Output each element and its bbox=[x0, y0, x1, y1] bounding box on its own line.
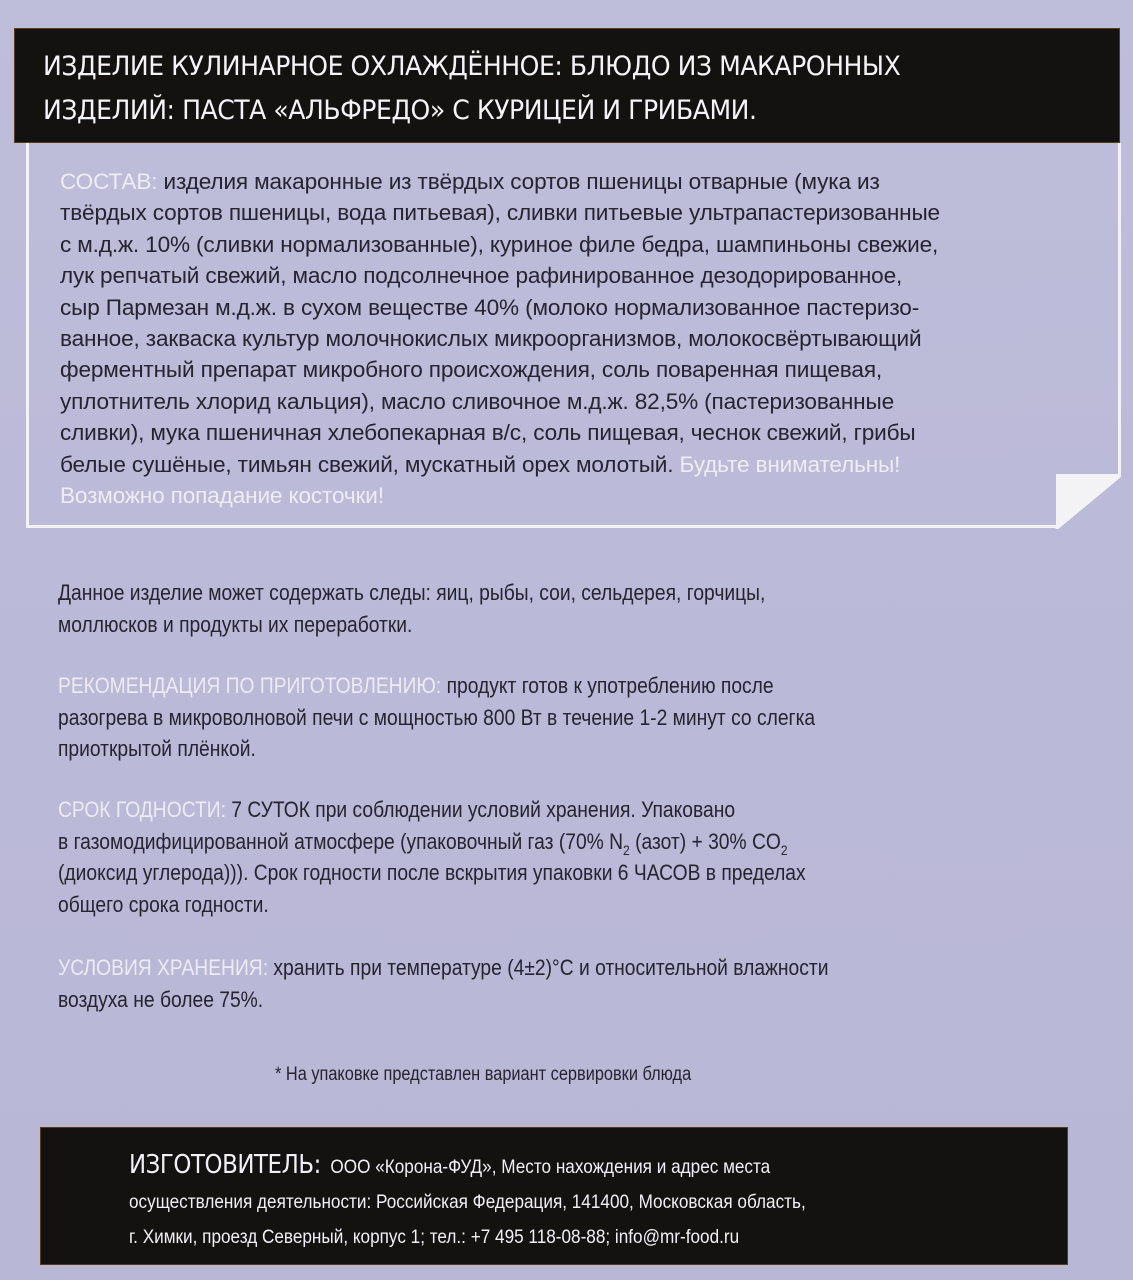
manufacturer-text: ООО «Корона-ФУД», Место нахождения и адрес места bbox=[330, 1156, 771, 1178]
manufacturer-line-2: осуществления деятельности: Российская Федерация, 141400, Московская область, bbox=[129, 1191, 806, 1213]
composition-line: сливки), мука пшеничная хлебопекарная в/с, соль пищевая, чеснок свежий, грибы bbox=[60, 420, 916, 446]
preparation-section bbox=[58, 670, 970, 765]
subscript: 2 bbox=[623, 841, 630, 858]
product-title-line-2: ИЗДЕЛИЙ: ПАСТА «АЛЬФРЕДО» С КУРИЦЕЙ И ГРИБАМИ. bbox=[43, 95, 757, 126]
composition-line: ферментный препарат микробного происхождения, соль поваренная пищевая, bbox=[60, 357, 883, 383]
composition-line bbox=[60, 449, 1110, 480]
composition-section bbox=[60, 166, 1110, 511]
shelf-life-text: в газомодифицированной атмосфере (упаковочный газ (70% N bbox=[58, 828, 624, 854]
manufacturer-section bbox=[129, 1148, 806, 1255]
warning-text-line-2: Возможно попадание косточки! bbox=[60, 483, 384, 509]
composition-line: лук репчатый свежий, масло подсолнечное рафинированное дезодорированное, bbox=[60, 263, 903, 289]
storage-line-2: воздуха не более 75%. bbox=[58, 986, 264, 1012]
composition-text: изделия макаронные из твёрдых сортов пшеницы отварные (мука из bbox=[163, 169, 880, 194]
allergens-line-1: Данное изделие может содержать следы: яиц, рыбы, сои, сельдерея, горчицы, bbox=[58, 580, 766, 605]
subscript: 2 bbox=[780, 841, 788, 858]
preparation-line-2: разогрева в микроволновой печи с мощностью 800 Вт в течение 1-2 минут со слегка bbox=[58, 704, 816, 730]
composition-line: уплотнитель хлорид кальция), масло сливочное м.д.ж. 82,5% (пастеризованные bbox=[60, 388, 894, 414]
footnote: * На упаковке представлен вариант сервировки блюда bbox=[275, 1064, 692, 1085]
storage-text: хранить при температуре (4±2)°С и относительной влажности bbox=[273, 955, 829, 980]
composition-line: сыр Пармезан м.д.ж. в сухом веществе 40% (молоко нормализованное пастеризо- bbox=[60, 294, 920, 320]
shelf-life-line-3: (диоксид углерода))). Срок годности после вскрытия упаковки 6 ЧАСОВ в пределах bbox=[58, 860, 806, 886]
shelf-life-text: (азот) + 30% CO bbox=[629, 828, 781, 854]
manufacturer-line-1 bbox=[129, 1148, 806, 1185]
preparation-label: РЕКОМЕНДАЦИЯ ПО ПРИГОТОВЛЕНИЮ: bbox=[58, 673, 442, 698]
product-title bbox=[43, 45, 1025, 133]
manufacturer-label: ИЗГОТОВИТЕЛЬ: bbox=[129, 1150, 321, 1180]
shelf-life-text: 7 СУТОК при соблюдении условий хранения. Упаковано bbox=[231, 797, 736, 822]
storage-section bbox=[58, 952, 970, 1015]
shelf-life-label: СРОК ГОДНОСТИ: bbox=[58, 797, 226, 822]
warning-text: Будьте внимательны! bbox=[679, 451, 901, 477]
composition-line: с м.д.ж. 10% (сливки нормализованные), куриное филе бедра, шампиньоны свежие, bbox=[60, 231, 939, 257]
composition-line bbox=[60, 166, 1110, 197]
manufacturer-box bbox=[40, 1127, 1068, 1265]
allergens-line-2: моллюсков и продукты их переработки. bbox=[58, 611, 413, 637]
shelf-life-section bbox=[58, 794, 970, 920]
title-banner bbox=[14, 28, 1120, 143]
allergens-section bbox=[58, 577, 970, 640]
composition-line: твёрдых сортов пшеницы, вода питьевая), сливки питьевые ультрапастеризованные bbox=[60, 200, 940, 226]
shelf-life-line-1 bbox=[58, 794, 970, 826]
storage-label: УСЛОВИЯ ХРАНЕНИЯ: bbox=[58, 955, 269, 980]
composition-label: СОСТАВ: bbox=[60, 169, 158, 194]
product-title-line-1: ИЗДЕЛИЕ КУЛИНАРНОЕ ОХЛАЖДЁННОЕ: БЛЮДО ИЗ МАКАРОННЫХ bbox=[43, 51, 901, 82]
shelf-life-line-4: общего срока годности. bbox=[58, 891, 269, 917]
preparation-line-1 bbox=[58, 670, 970, 702]
composition-text: белые сушёные, тимьян свежий, мускатный орех молотый. bbox=[60, 451, 674, 477]
manufacturer-line-3: г. Химки, проезд Северный, корпус 1; тел.: +7 495 118-08-88; info@mr-food.ru bbox=[129, 1226, 740, 1248]
composition-line: ванное, закваска культур молочнокислых микроорганизмов, молокосвёртывающий bbox=[60, 326, 922, 352]
preparation-text: продукт готов к употреблению после bbox=[446, 673, 774, 698]
preparation-line-3: приоткрытой плёнкой. bbox=[58, 736, 256, 762]
shelf-life-line-2 bbox=[58, 826, 970, 858]
storage-line-1 bbox=[58, 952, 970, 984]
